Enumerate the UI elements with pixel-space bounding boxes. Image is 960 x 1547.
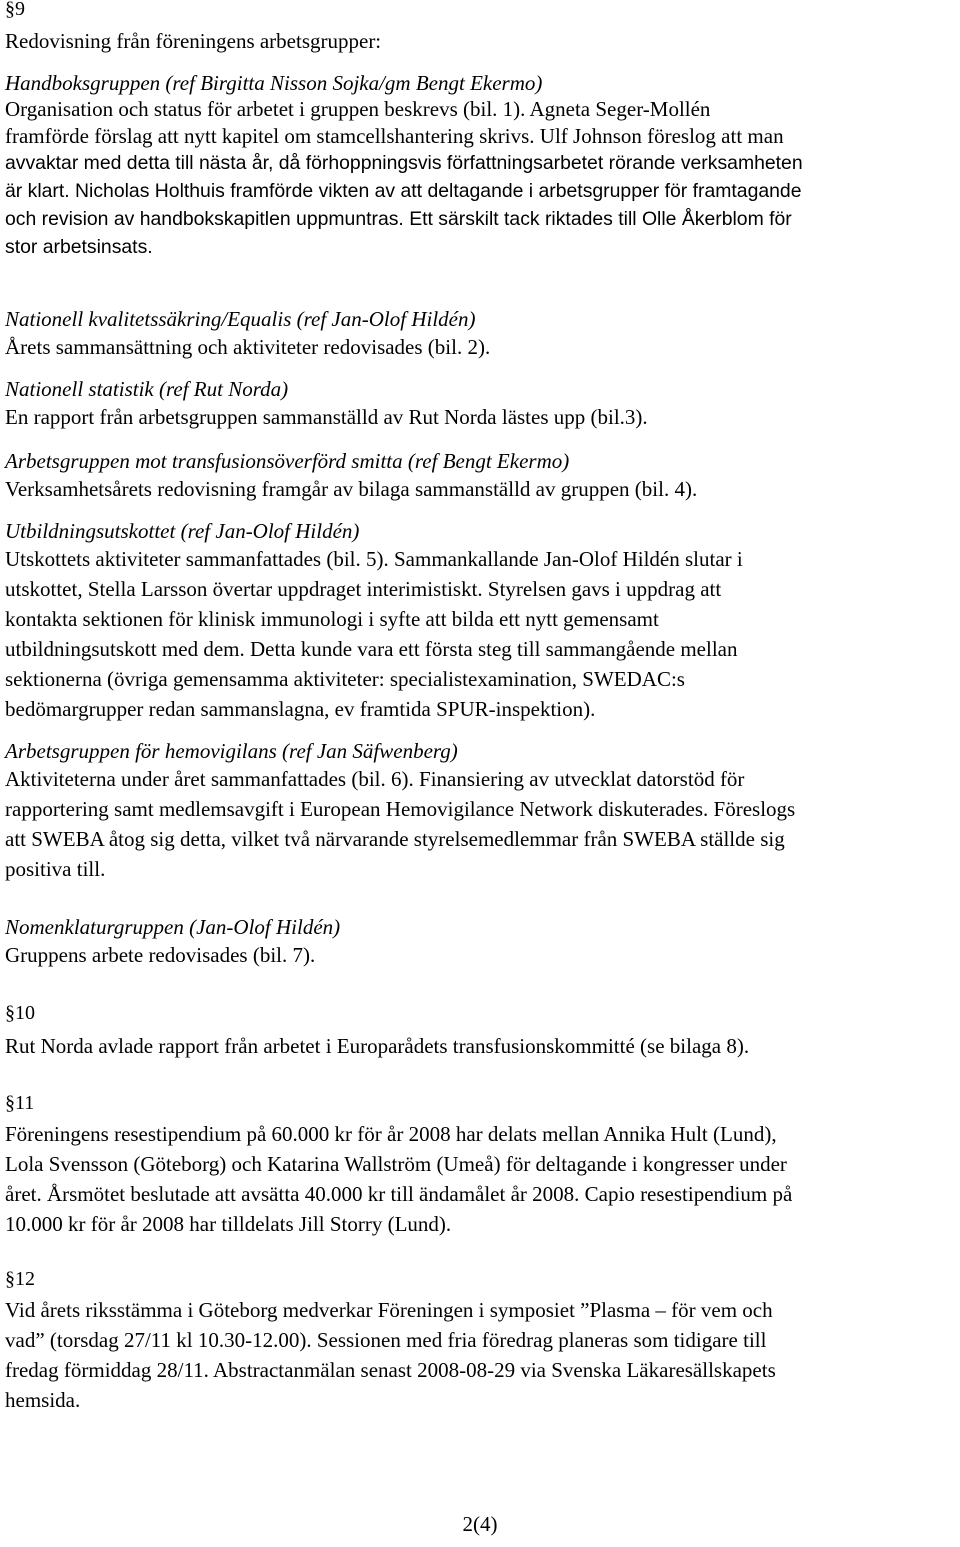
utbildning-line: bedömargrupper redan sammanslagna, ev framtida SPUR-inspektion). [5,697,596,721]
handbok-line: avvaktar med detta till nästa år, då förhoppningsvis författningsarbetet rörande verksamheten [5,152,803,174]
statistik-title: Nationell statistik (ref Rut Norda) [5,377,289,401]
nomenklatur-title: Nomenklaturgruppen (Jan-Olof Hildén) [5,915,341,939]
hemovigilans-line: rapportering samt medlemsavgift i European Hemovigilance Network diskuterades. Föreslogs [5,797,796,821]
statistik-line: En rapport från arbetsgruppen sammanställd av Rut Norda lästes upp (bil.3). [5,405,648,429]
section-12-line: Vid årets riksstämma i Göteborg medverkar Föreningen i symposiet ”Plasma – för vem och [5,1298,773,1322]
section-11-mark: §11 [5,1092,35,1114]
utbildning-line: kontakta sektionen för klinisk immunologi i syfte att bilda ett nytt gemensamt [5,607,659,631]
utbildning-line: Utskottets aktiviteter sammanfattades (bil. 5). Sammankallande Jan-Olof Hildén slutar i [5,547,743,571]
hemovigilans-title: Arbetsgruppen för hemovigilans (ref Jan Säfwenberg) [5,739,458,763]
section-10-line: Rut Norda avlade rapport från arbetet i Europarådets transfusionskommitté (se bilaga 8). [5,1034,750,1058]
handbok-line: och revision av handbokskapitlen uppmuntras. Ett särskilt tack riktades till Olle Åkerblom för [5,208,792,230]
section-10-mark: §10 [5,1002,35,1024]
transfusion-title: Arbetsgruppen mot transfusionsöverförd smitta (ref Bengt Ekermo) [5,449,570,473]
utbildning-line: utbildningsutskott med dem. Detta kunde vara ett första steg till sammangående mellan [5,637,738,661]
page-number: 2(4) [462,1512,498,1536]
handbok-title: Handboksgruppen (ref Birgitta Nisson Sojka/gm Bengt Ekermo) [5,71,543,95]
handbok-line: framförde förslag att nytt kapitel om stamcellshantering skrivs. Ulf Johnson föreslog att man [5,124,784,148]
handbok-line: Organisation och status för arbetet i gruppen beskrevs (bil. 1). Agneta Seger-Mollén [5,97,711,121]
equalis-line: Årets sammansättning och aktiviteter redovisades (bil. 2). [5,335,491,359]
section-12-line: fredag förmiddag 28/11. Abstractanmälan senast 2008-08-29 via Svenska Läkaresällskapets [5,1358,776,1382]
hemovigilans-line: att SWEBA åtog sig detta, vilket två närvarande styrelsemedlemmar från SWEBA ställde sig [5,827,785,851]
transfusion-line: Verksamhetsårets redovisning framgår av bilaga sammanställd av gruppen (bil. 4). [5,477,698,501]
section-12-line: hemsida. [5,1388,81,1412]
equalis-title: Nationell kvalitetssäkring/Equalis (ref Jan-Olof Hildén) [5,307,476,331]
utbildning-title: Utbildningsutskottet (ref Jan-Olof Hildén) [5,519,360,543]
section-12-line: vad” (torsdag 27/11 kl 10.30-12.00). Sessionen med fria föredrag planeras som tidigare till [5,1328,767,1352]
handbok-line: stor arbetsinsats. [5,236,153,258]
hemovigilans-line: positiva till. [5,857,106,881]
section-11-line: året. Årsmötet beslutade att avsätta 40.000 kr till ändamålet år 2008. Capio resestipendium på [5,1182,793,1206]
section-11-line: 10.000 kr för år 2008 har tilldelats Jill Storry (Lund). [5,1212,452,1236]
section-9-mark: §9 [5,0,25,20]
utbildning-line: sektionerna (övriga gemensamma aktiviteter: specialistexamination, SWEDAC:s [5,667,685,691]
section-12-mark: §12 [5,1268,35,1290]
utbildning-line: utskottet, Stella Larsson övertar uppdraget interimistiskt. Styrelsen gavs i uppdrag att [5,577,722,601]
hemovigilans-line: Aktiviteterna under året sammanfattades (bil. 6). Finansiering av utvecklat datorstöd för [5,767,745,791]
nomenklatur-line: Gruppens arbete redovisades (bil. 7). [5,943,316,967]
section-9-heading: Redovisning från föreningens arbetsgrupper: [5,29,382,53]
handbok-line: är klart. Nicholas Holthuis framförde vikten av att deltagande i arbetsgrupper för framtagande [5,180,802,202]
section-11-line: Lola Svensson (Göteborg) och Katarina Wallström (Umeå) för deltagande i kongresser under [5,1152,787,1176]
section-11-line: Föreningens resestipendium på 60.000 kr för år 2008 har delats mellan Annika Hult (Lund), [5,1122,777,1146]
